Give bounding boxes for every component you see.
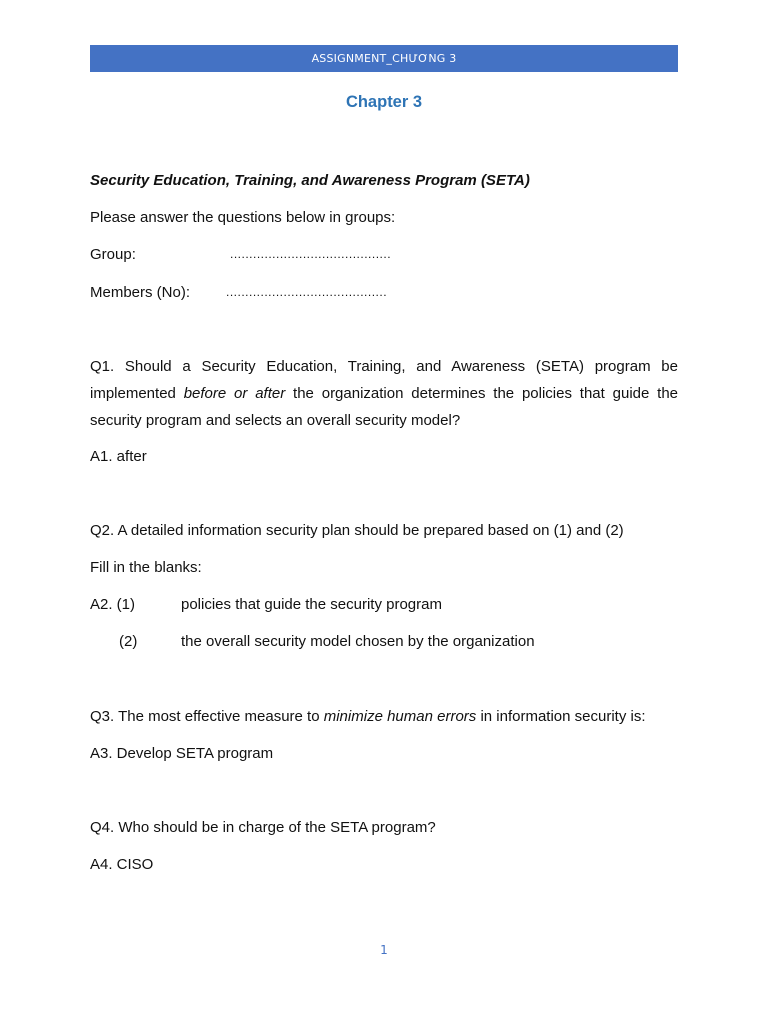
- page-number: 1: [380, 943, 388, 957]
- q2-answer-prefix: A2. (1): [90, 596, 136, 613]
- group-value: ..........................................: [230, 247, 392, 261]
- chapter-title: Chapter 3: [345, 93, 423, 111]
- q1-question: [90, 353, 678, 434]
- q3-emphasis: minimize human errors: [323, 708, 477, 725]
- q3-text-after: in information security is:: [476, 708, 646, 725]
- q1-text-before: Q1. Should a Security Education, Training, and Awareness (SETA) program be implemented: [90, 358, 678, 402]
- subject-heading: Security Education, Training, and Awareness Program (SETA): [90, 172, 530, 189]
- q2-fill-prompt: Fill in the blanks:: [90, 559, 202, 576]
- q3-answer: A3. Develop SETA program: [90, 745, 274, 762]
- q1-text-after: the organization determines the policies that guide the security program and selects an overall security model?: [90, 385, 679, 429]
- members-label: Members (No):: [90, 284, 191, 301]
- q2-answer-2-number: (2): [119, 633, 138, 650]
- q3-text-before: Q3. The most effective measure to: [90, 708, 324, 725]
- q2-answer-1: policies that guide the security program: [181, 596, 442, 613]
- q1-emphasis: before or after: [183, 385, 286, 402]
- q2-question: Q2. A detailed information security plan should be prepared based on (1) and (2): [90, 522, 624, 539]
- q1-answer: A1. after: [90, 448, 147, 465]
- q2-answer-2: the overall security model chosen by the organization: [181, 633, 535, 650]
- members-value: ..........................................: [226, 285, 388, 299]
- q3-question: [90, 707, 646, 727]
- instruction-text: Please answer the questions below in groups:: [90, 209, 396, 226]
- document-header-bar: [90, 45, 678, 72]
- q4-answer: A4. CISO: [90, 856, 154, 873]
- header-text: ASSIGNMENT_CHƯƠNG 3: [311, 52, 457, 65]
- group-label: Group:: [90, 246, 136, 263]
- q4-question: Q4. Who should be in charge of the SETA program?: [90, 819, 436, 836]
